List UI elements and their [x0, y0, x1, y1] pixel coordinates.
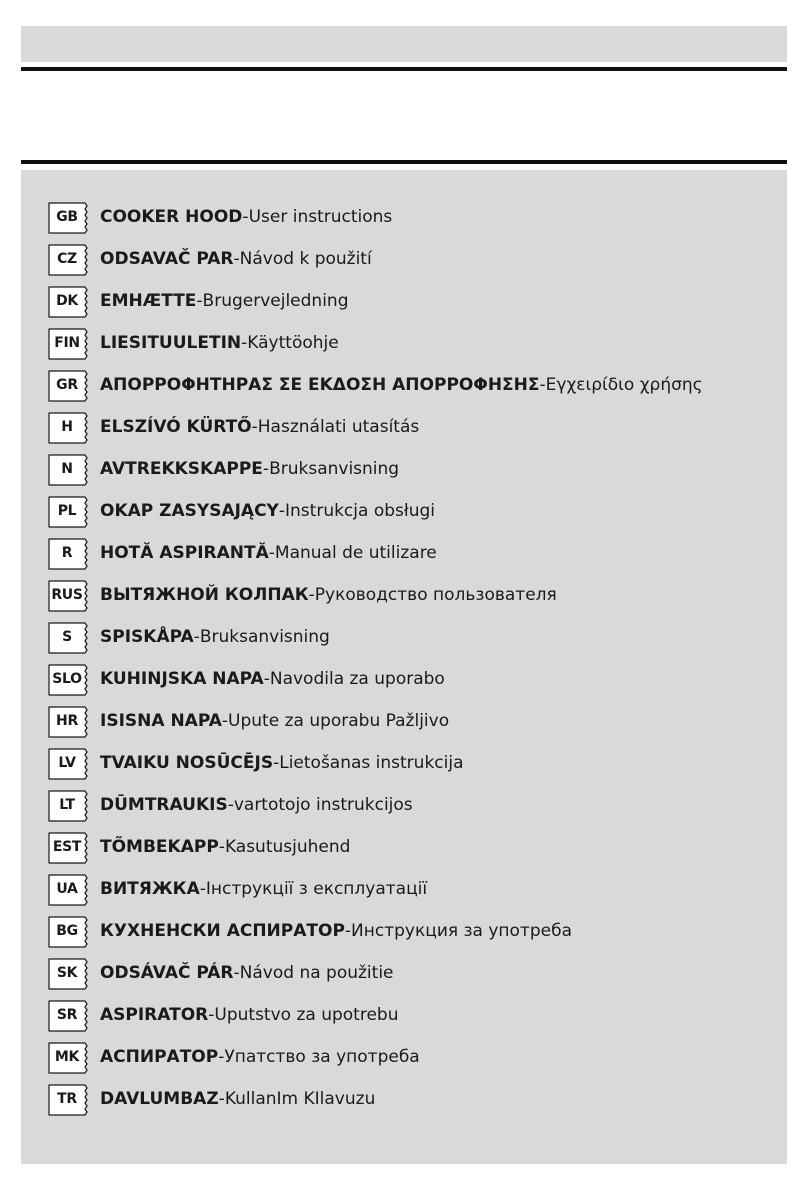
language-code: EST — [52, 839, 82, 855]
language-item-sk — [48, 952, 703, 994]
language-product-name: ВИТЯЖКА — [100, 879, 200, 899]
language-manual-title: Bruksanvisning — [199, 627, 330, 647]
language-product-name: DAVLUMBAZ — [100, 1089, 219, 1109]
language-manual-title: Руководство пользователя — [314, 585, 557, 605]
language-code: FIN — [54, 335, 80, 351]
language-code: TR — [57, 1091, 77, 1107]
language-code: DK — [56, 293, 78, 309]
language-manual-title: Kasutusjuhend — [224, 837, 351, 857]
language-product-name: HOTĂ ASPIRANTĂ — [100, 543, 269, 563]
language-tag — [48, 874, 88, 904]
language-item-sr — [48, 994, 703, 1036]
language-code: RUS — [51, 587, 83, 603]
language-product-name: KUHINJSKA NAPA — [100, 669, 264, 689]
language-separator: - — [193, 627, 200, 647]
language-tag — [48, 202, 88, 232]
language-item-bg — [48, 910, 703, 952]
language-product-name: ELSZÍVÓ KÜRTŐ — [100, 417, 252, 437]
language-product-name: AVTREKKSKAPPE — [100, 459, 263, 479]
language-item-lt — [48, 784, 703, 826]
language-product-name: LIESITUULETIN — [100, 333, 242, 353]
language-tag — [48, 496, 88, 526]
language-item-s — [48, 616, 703, 658]
language-tag — [48, 832, 88, 862]
language-product-name: TVAIKU NOSŪCĒJS — [100, 753, 274, 773]
language-tag — [48, 706, 88, 736]
language-product-name: OKAP ZASYSAJĄCY — [100, 501, 279, 521]
language-code: R — [61, 545, 73, 561]
language-item-r — [48, 532, 703, 574]
language-product-name: ODSÁVAČ PÁR — [100, 963, 234, 983]
language-manual-title: Uputstvo za upotrebu — [214, 1005, 399, 1025]
language-tag — [48, 790, 88, 820]
language-separator: - — [218, 1047, 225, 1067]
language-separator: - — [262, 459, 270, 479]
language-tag — [48, 286, 88, 316]
language-item-slo — [48, 658, 703, 700]
language-product-name: EMHÆTTE — [100, 291, 197, 311]
language-product-name: ΑΠΟΡΡΟΦΗΤΗΡΑΣ ΣΕ ΕΚΔΟΣΗ ΑΠΟΡΡΟΦΗΣΗΣ — [100, 375, 540, 395]
language-item-h — [48, 406, 703, 448]
language-separator: - — [273, 753, 280, 773]
language-product-name: DŪMTRAUKIS — [100, 795, 228, 815]
language-tag — [48, 538, 88, 568]
language-item-est — [48, 826, 703, 868]
language-code: N — [61, 461, 73, 477]
language-manual-title: vartotojo instrukcijos — [233, 795, 413, 815]
language-manual-title: User instructions — [248, 207, 393, 227]
language-item-gb — [48, 196, 703, 238]
language-manual-title: Käyttöohje — [247, 333, 339, 353]
language-item-cz — [48, 238, 703, 280]
language-code: CZ — [57, 251, 77, 267]
language-code: SLO — [52, 671, 82, 687]
language-manual-title: Használati utasítás — [257, 417, 420, 437]
language-item-hr — [48, 700, 703, 742]
language-item-lv — [48, 742, 703, 784]
language-product-name: SPISKÅPA — [100, 627, 194, 647]
language-tag — [48, 1000, 88, 1030]
language-separator: - — [278, 501, 286, 521]
language-item-ua — [48, 868, 703, 910]
language-code: UA — [56, 881, 78, 897]
header-rule-bottom — [21, 160, 787, 164]
language-code: SR — [56, 1007, 78, 1023]
language-manual-title: Upute za uporabu Pažljivo — [228, 711, 450, 731]
language-code: LV — [58, 755, 76, 771]
language-manual-title: KullanIm KIlavuzu — [224, 1089, 376, 1109]
language-separator: - — [218, 1089, 225, 1109]
language-list — [48, 196, 703, 1120]
language-manual-title: Упатство за употреба — [224, 1047, 420, 1067]
language-code: PL — [57, 503, 77, 519]
language-tag — [48, 412, 88, 442]
language-item-rus — [48, 574, 703, 616]
language-manual-title: Bruksanvisning — [269, 459, 400, 479]
language-manual-title: Návod na použitie — [239, 963, 394, 983]
language-tag — [48, 916, 88, 946]
language-product-name: ВЫТЯЖНОЙ КОЛПАК — [100, 585, 309, 605]
language-separator: - — [268, 543, 275, 563]
language-product-name: COOKER HOOD — [100, 207, 243, 227]
language-manual-title: Lietošanas instrukcija — [279, 753, 464, 773]
language-separator: - — [308, 585, 315, 605]
language-product-name: ODSAVAČ PAR — [100, 249, 234, 269]
language-code: GB — [56, 209, 78, 225]
language-code: S — [62, 629, 72, 645]
language-separator: - — [539, 375, 546, 395]
language-separator: - — [218, 837, 225, 857]
header-rule-top — [21, 67, 787, 71]
language-tag — [48, 244, 88, 274]
language-manual-title: Navodila za uporabo — [269, 669, 445, 689]
language-item-mk — [48, 1036, 703, 1078]
language-separator: - — [233, 249, 240, 269]
language-separator: - — [199, 879, 206, 899]
language-product-name: ASPIRATOR — [100, 1005, 209, 1025]
language-tag — [48, 454, 88, 484]
language-product-name: TÕMBEKAPP — [100, 837, 219, 857]
header-band — [21, 26, 787, 62]
language-separator: - — [241, 333, 248, 353]
language-separator: - — [208, 1005, 215, 1025]
language-tag — [48, 1042, 88, 1072]
language-code: SK — [56, 965, 78, 981]
language-tag — [48, 622, 88, 652]
language-separator: - — [344, 921, 352, 941]
language-separator: - — [242, 207, 249, 227]
language-separator: - — [233, 963, 240, 983]
language-code: HR — [56, 713, 78, 729]
language-code: MK — [54, 1049, 80, 1065]
language-separator: - — [221, 711, 229, 731]
language-item-gr — [48, 364, 703, 406]
language-manual-title: Návod k použití — [239, 249, 372, 269]
language-item-pl — [48, 490, 703, 532]
language-code: BG — [56, 923, 78, 939]
language-separator: - — [196, 291, 203, 311]
language-product-name: ISISNA NAPA — [100, 711, 222, 731]
language-code: LT — [59, 797, 75, 813]
language-tag — [48, 664, 88, 694]
language-separator: - — [251, 417, 258, 437]
language-code: GR — [56, 377, 78, 393]
language-manual-title: Instrukcja obsługi — [285, 501, 435, 521]
language-manual-title: Manual de utilizare — [274, 543, 437, 563]
language-manual-title: Εγχειρίδιο χρήσης — [545, 375, 703, 395]
language-tag — [48, 958, 88, 988]
language-item-dk — [48, 280, 703, 322]
language-separator: - — [263, 669, 270, 689]
language-tag — [48, 580, 88, 610]
language-tag — [48, 370, 88, 400]
language-code: H — [61, 419, 73, 435]
language-manual-title: Інструкції з експлуатації — [205, 879, 428, 899]
language-manual-title: Инструкция за употреба — [351, 921, 572, 941]
language-separator: - — [227, 795, 234, 815]
language-tag — [48, 328, 88, 358]
language-product-name: АСПИРАТОР — [100, 1047, 219, 1067]
language-item-tr — [48, 1078, 703, 1120]
language-tag — [48, 748, 88, 778]
language-item-fin — [48, 322, 703, 364]
language-item-n — [48, 448, 703, 490]
language-tag — [48, 1084, 88, 1114]
language-product-name: КУХНЕНСКИ АСПИРАТОР — [100, 921, 345, 941]
language-manual-title: Brugervejledning — [202, 291, 349, 311]
